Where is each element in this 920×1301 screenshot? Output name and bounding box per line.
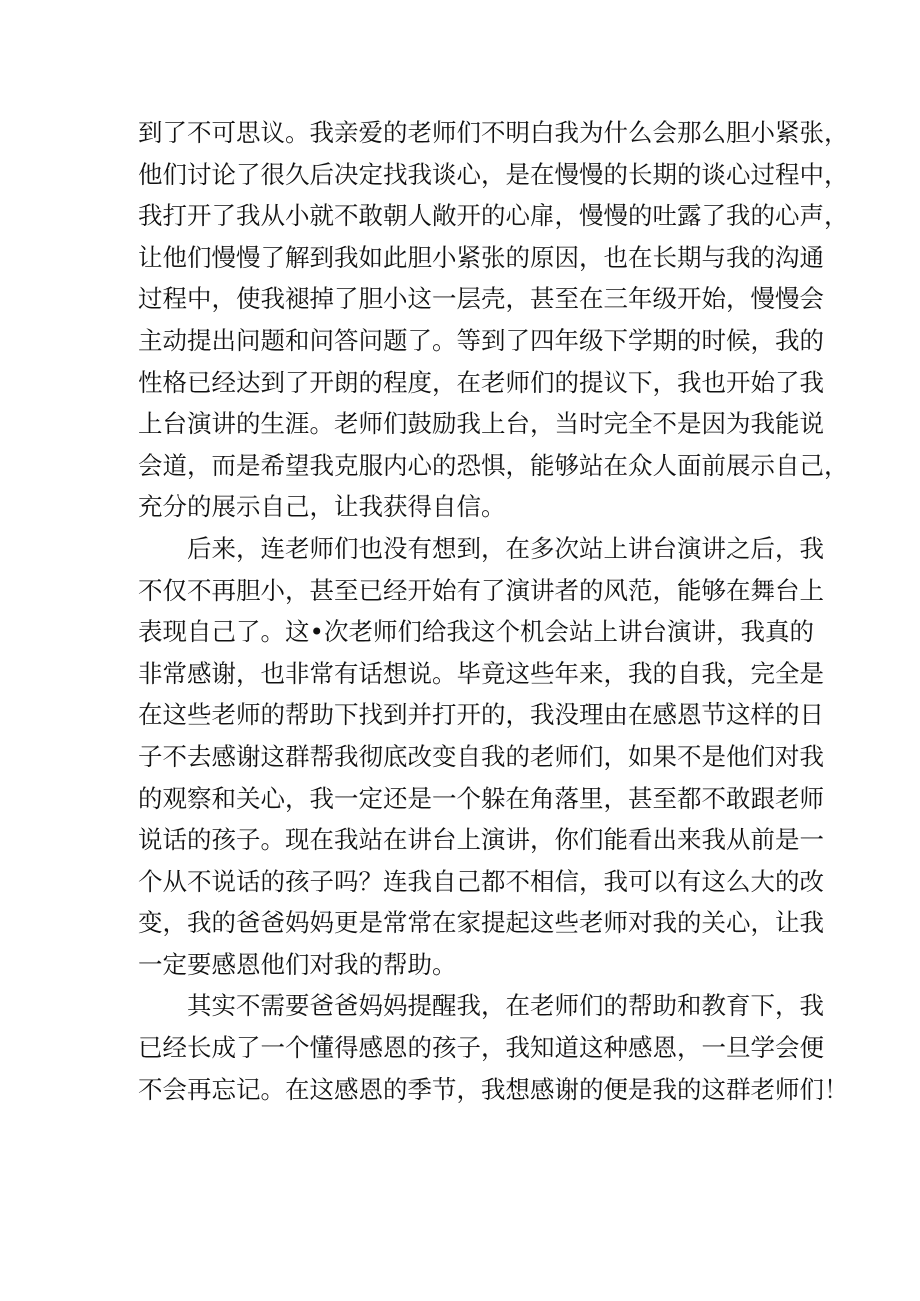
text-line: 在这些老师的帮助下找到并打开的，我没理由在感恩节这样的日 bbox=[138, 700, 824, 730]
text-line: 变，我的爸爸妈妈更是常常在家提起这些老师对我的关心，让我 bbox=[138, 908, 824, 938]
paragraph-2 bbox=[138, 528, 824, 986]
text-line: 过程中，使我褪掉了胆小这一层壳，甚至在三年级开始，慢慢会 bbox=[138, 284, 824, 314]
document-body bbox=[138, 112, 849, 1110]
paragraph-3 bbox=[138, 985, 849, 1110]
text-line: 不仅不再胆小，甚至已经开始有了演讲者的风范，能够在舞台上 bbox=[138, 575, 824, 605]
text-line: 我打开了我从小就不敢朝人敞开的心扉，慢慢的吐露了我的心声， bbox=[138, 201, 849, 231]
text-line: 到了不可思议。我亲爱的老师们不明白我为什么会那么胆小紧张， bbox=[138, 118, 849, 147]
text-line: 说话的孩子。现在我站在讲台上演讲，你们能看出来我从前是一 bbox=[138, 825, 824, 855]
text-line: 已经长成了一个懂得感恩的孩子，我知道这种感恩，一旦学会便 bbox=[138, 1033, 824, 1063]
text-line: 不会再忘记。在这感恩的季节，我想感谢的便是我的这群老师们！ bbox=[138, 1074, 849, 1104]
text-line: 表现自己了。这•次老师们给我这个机会站上讲台演讲，我真的 bbox=[138, 617, 814, 647]
text-line: 的观察和关心，我一定还是一个躲在角落里，甚至都不敢跟老师 bbox=[138, 783, 824, 813]
text-line: 主动提出问题和问答问题了。等到了四年级下学期的时候，我的 bbox=[138, 325, 824, 355]
text-line: 会道，而是希望我克服内心的恐惧，能够站在众人面前展示自己， bbox=[138, 450, 849, 480]
text-line: 其实不需要爸爸妈妈提醒我，在老师们的帮助和教育下，我 bbox=[187, 991, 824, 1021]
text-line: 性格已经达到了开朗的程度，在老师们的提议下，我也开始了我 bbox=[138, 367, 824, 397]
text-line: 他们讨论了很久后决定找我谈心，是在慢慢的长期的谈心过程中， bbox=[138, 159, 849, 189]
text-line: 充分的展示自己，让我获得自信。 bbox=[138, 492, 506, 522]
text-line: 后来，连老师们也没有想到，在多次站上讲台演讲之后，我 bbox=[187, 533, 824, 563]
paragraph-1 bbox=[138, 112, 849, 528]
text-line: 一定要感恩他们对我的帮助。 bbox=[138, 949, 457, 979]
text-line: 子不去感谢这群帮我彻底改变自我的老师们，如果不是他们对我 bbox=[138, 741, 824, 771]
text-line: 非常感谢，也非常有话想说。毕竟这些年来，我的自我，完全是 bbox=[138, 658, 824, 688]
text-line: 上台演讲的生涯。老师们鼓励我上台，当时完全不是因为我能说 bbox=[138, 409, 824, 439]
text-line: 个从不说话的孩子吗？连我自己都不相信，我可以有这么大的改 bbox=[138, 866, 824, 896]
text-line: 让他们慢慢了解到我如此胆小紧张的原因，也在长期与我的沟通 bbox=[138, 242, 824, 272]
